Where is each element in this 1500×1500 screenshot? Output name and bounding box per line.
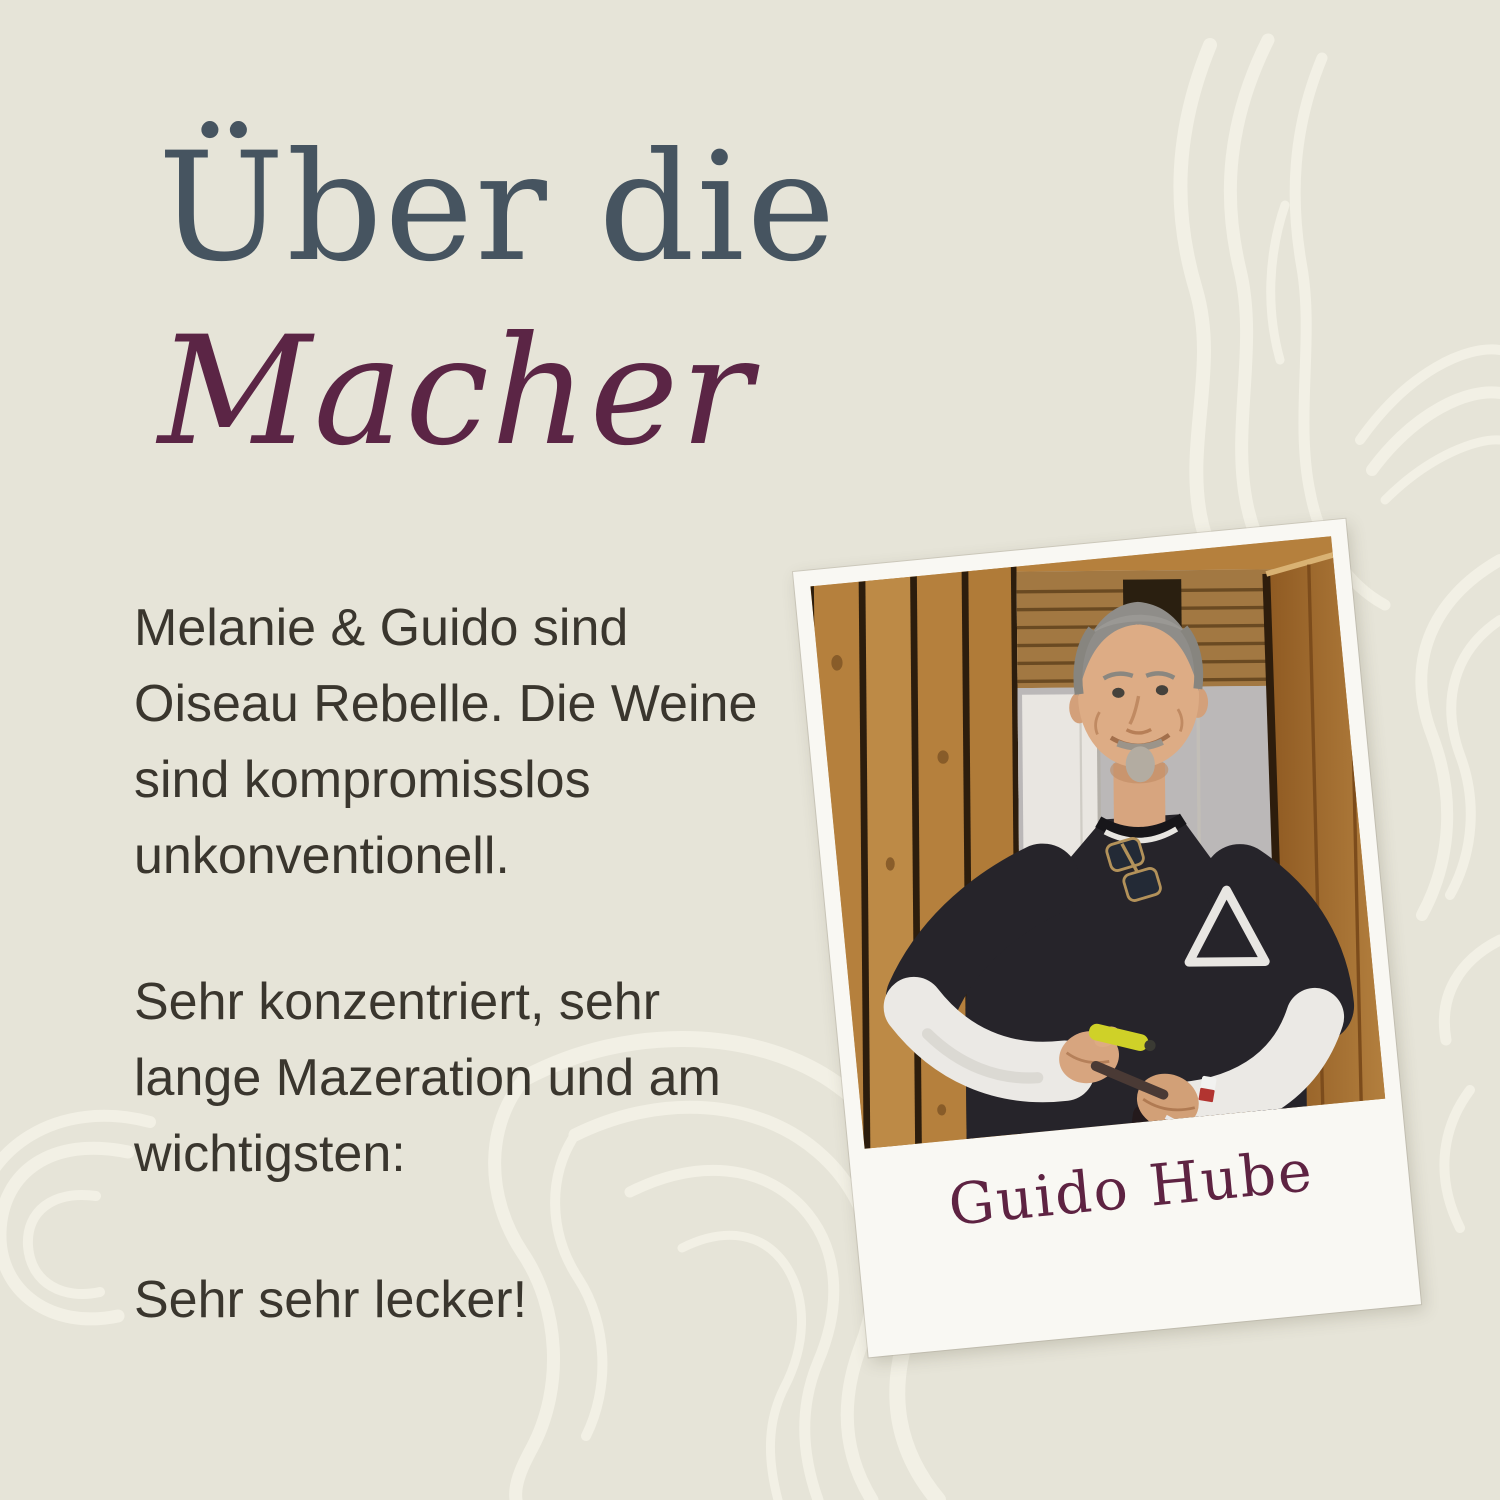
- intro-text: [134, 590, 757, 1408]
- polaroid-photo-frame: [810, 536, 1385, 1149]
- paragraph-about: [134, 590, 757, 894]
- photo-caption: Guido Hube: [945, 1138, 1317, 1239]
- text-line: Melanie & Guido sind: [134, 599, 629, 657]
- text-line: wichtigsten:: [134, 1125, 406, 1183]
- swirl-left-spiral: [0, 1116, 150, 1319]
- text-line: Sehr sehr lecker!: [134, 1271, 528, 1329]
- paragraph-tagline: [134, 1262, 757, 1338]
- paragraph-style: [134, 964, 757, 1192]
- text-line: lange Mazeration und am: [134, 1049, 721, 1107]
- guido-photo: [810, 536, 1385, 1149]
- text-line: unkonventionell.: [134, 827, 510, 885]
- swirl-right-edge: [1421, 560, 1500, 1228]
- page-title-line2: Macher: [158, 305, 755, 479]
- text-line: Sehr konzentriert, sehr: [134, 973, 661, 1031]
- polaroid-card: [793, 519, 1421, 1358]
- page-title-line1: Über die: [158, 121, 838, 295]
- text-line: Oiseau Rebelle. Die Weine: [134, 675, 758, 733]
- text-line: sind kompromisslos: [134, 751, 591, 809]
- page-title: [158, 116, 837, 484]
